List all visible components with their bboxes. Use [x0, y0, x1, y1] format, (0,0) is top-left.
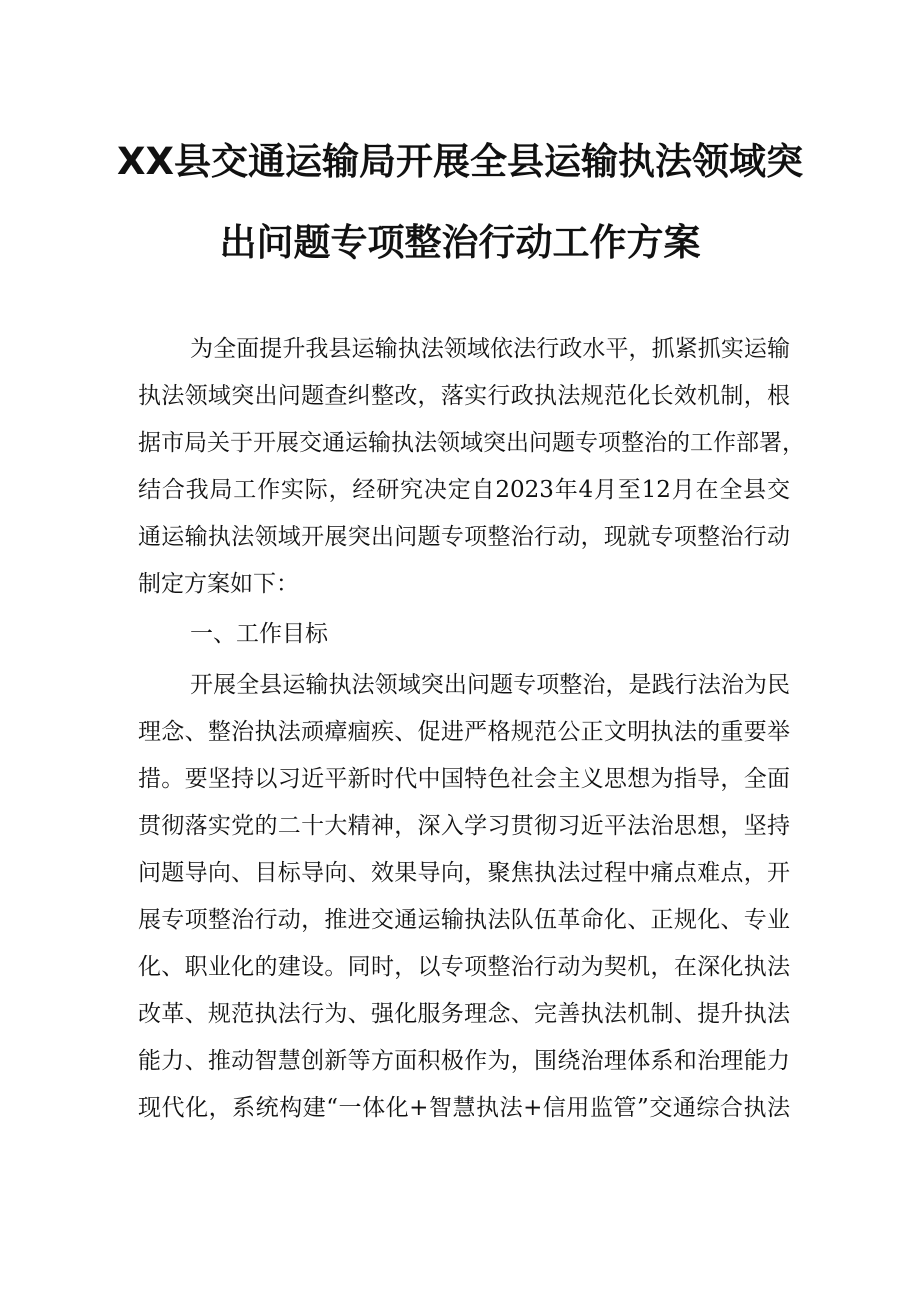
paragraph-1-line-2: 执法领域突出问题查纠整改，落实行政执法规范化长效机制，根 — [138, 383, 790, 409]
document-title-line-1: XX县交通运输局开展全县运输执法领域突 — [116, 140, 804, 183]
document-title-line-2: 出问题专项整治行动工作方案 — [219, 221, 701, 264]
paragraph-1-line-3: 据市局关于开展交通运输执法领域突出问题专项整治的工作部署， — [138, 430, 805, 456]
paragraph-2-line-2: 理念、整治执法顽瘴痼疾、促进严格规范公正文明执法的重要举 — [138, 719, 790, 745]
paragraph-1-line-4: 结合我局工作实际，经研究决定自2023年4月至12月在全县交 — [138, 477, 790, 503]
paragraph-2-line-8: 改革、规范执法行为、强化服务理念、完善执法机制、提升执法 — [138, 1001, 790, 1027]
paragraph-1-line-6: 制定方案如下： — [138, 571, 299, 597]
paragraph-2-line-7: 化、职业化的建设。同时，以专项整治行动为契机，在深化执法 — [138, 954, 790, 980]
paragraph-2-line-9: 能力、推动智慧创新等方面积极作为，围绕治理体系和治理能力 — [138, 1048, 790, 1074]
paragraph-2-line-6: 展专项整治行动，推进交通运输执法队伍革命化、正规化、专业 — [138, 907, 790, 933]
paragraph-1-line-5: 通运输执法领域开展突出问题专项整治行动，现就专项整治行动 — [138, 524, 790, 550]
paragraph-2-line-1: 开展全县运输执法领域突出问题专项整治，是践行法治为民 — [190, 672, 790, 698]
paragraph-2-line-5: 问题导向、目标导向、效果导向，聚焦执法过程中痛点难点，开 — [138, 860, 790, 886]
paragraph-2-line-3: 措。要坚持以习近平新时代中国特色社会主义思想为指导，全面 — [138, 766, 790, 792]
paragraph-1-line-1: 为全面提升我县运输执法领域依法行政水平，抓紧抓实运输 — [190, 336, 790, 362]
paragraph-2-line-10: 现代化，系统构建“一体化+智慧执法+信用监管”交通综合执法 — [138, 1095, 790, 1121]
section-1-heading: 一、工作目标 — [190, 621, 328, 647]
paragraph-2-line-4: 贯彻落实党的二十大精神，深入学习贯彻习近平法治思想，坚持 — [138, 813, 790, 839]
